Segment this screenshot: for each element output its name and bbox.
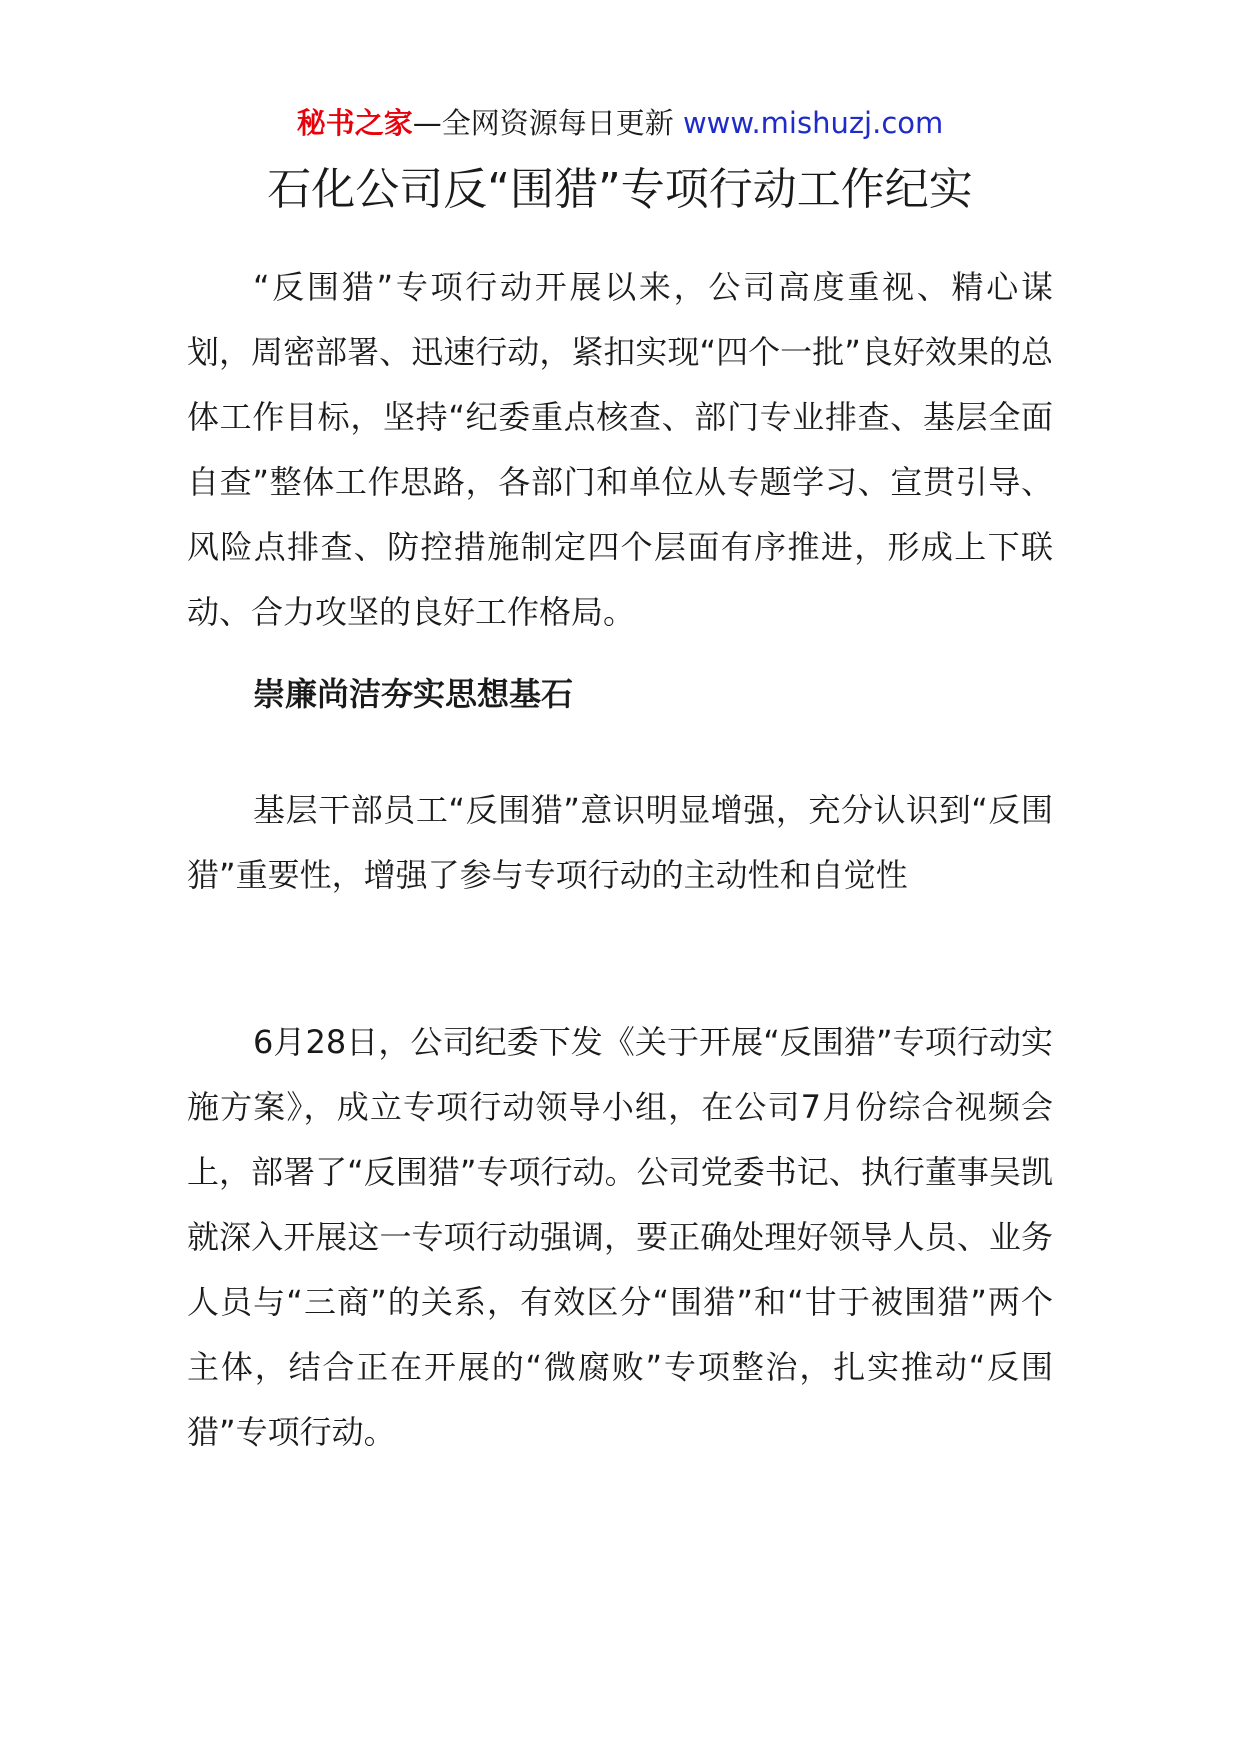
site-header (0, 103, 1240, 143)
paragraph-intro: “反围猎”专项行动开展以来，公司高度重视、精心谋划，周密部署、迅速行动，紧扣实现“四个一批”良好效果的总体工作目标，坚持“纪委重点核查、部门专业排查、基层全面自查”整体工作思路，各部门和单位从专题学习、宣贯引导、风险点排查、防控措施制定四个层面有序推进，形成上下联动、合力攻坚的良好工作格局。 (187, 268, 1053, 631)
site-url-link[interactable]: www.mishuzj.com (682, 106, 944, 140)
document-title: 石化公司反“围猎”专项行动工作纪实 (267, 164, 973, 215)
brand-name: 秘书之家 (296, 106, 413, 140)
paragraph-deployment: 6月28日，公司纪委下发《关于开展“反围猎”专项行动实施方案》，成立专项行动领导小组，在公司7月份综合视频会上，部署了“反围猎”专项行动。公司党委书记、执行董事吴凯就深入开展这一专项行动强调，要正确处理好领导人员、业务人员与“三商”的关系，有效区分“围猎”和“甘于被围猎”两个主体，结合正在开展的“微腐败”专项整治，扎实推动“反围猎”专项行动。 (187, 1023, 1053, 1451)
section-heading: 崇廉尚洁夯实思想基石 (253, 675, 574, 713)
paragraph-awareness: 基层干部员工“反围猎”意识明显增强，充分认识到“反围猎”重要性，增强了参与专项行动的主动性和自觉性 (187, 791, 1053, 894)
header-tagline: —全网资源每日更新 (412, 106, 674, 140)
